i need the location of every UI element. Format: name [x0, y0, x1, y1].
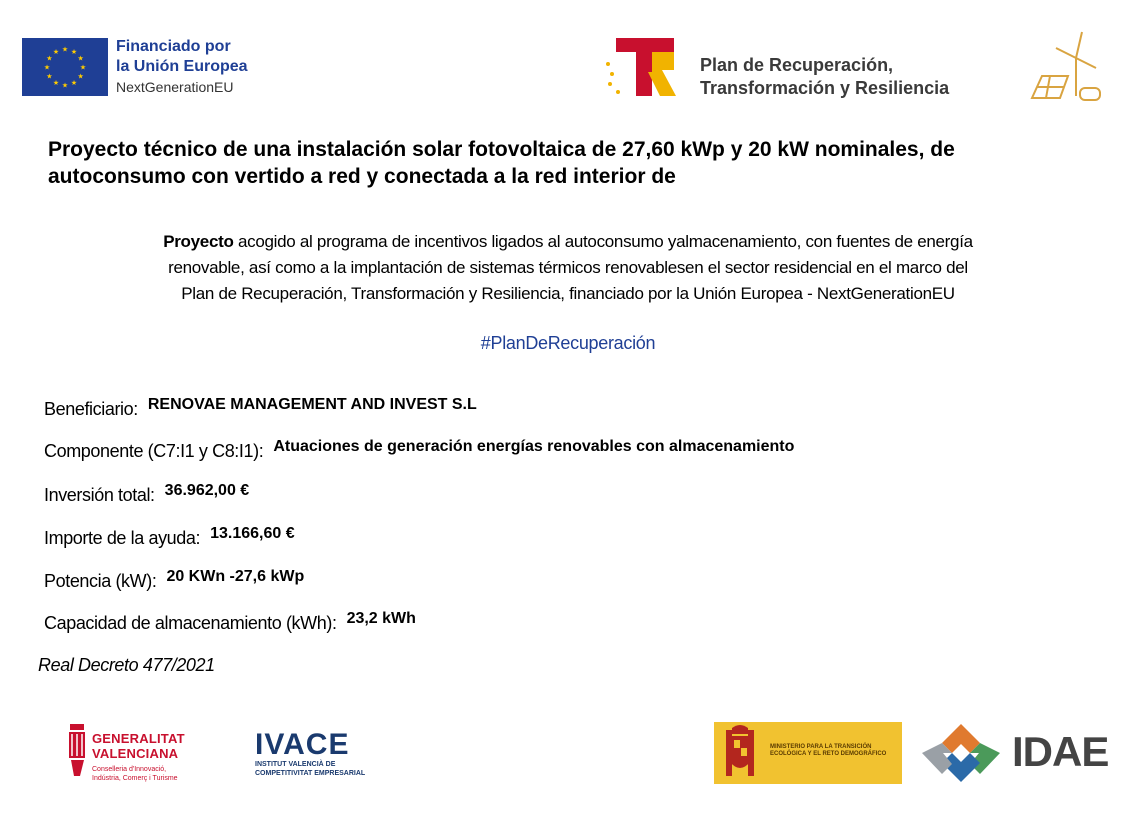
field-importe — [44, 525, 295, 549]
ivace-logo-icon: IVACE — [255, 728, 350, 761]
description-lead: Proyecto — [163, 232, 234, 251]
idae-logo-icon — [920, 722, 1002, 784]
eu-star: ★ — [43, 64, 51, 72]
wind-solar-icon — [1026, 28, 1106, 104]
field-beneficiario — [44, 396, 477, 420]
eu-star: ★ — [61, 46, 69, 54]
plan-line-2: Transformación y Resiliencia — [700, 78, 950, 98]
eu-star: ★ — [46, 55, 53, 63]
field-potencia — [44, 568, 305, 592]
eu-flag-icon — [22, 38, 108, 96]
plan-line-1: Plan de Recuperación, — [700, 55, 894, 75]
eu-funding-label — [116, 37, 248, 97]
field-label: Beneficiario: — [44, 399, 138, 419]
eu-star: ★ — [52, 48, 60, 56]
eu-star: ★ — [70, 48, 78, 56]
description-line-3: Plan de Recuperación, Transformación y Resiliencia, financiado por la Unión Europea - NextGenerationEU — [181, 284, 955, 303]
field-value: 20 KWn -27,6 kWp — [166, 568, 305, 585]
eu-star: ★ — [77, 73, 84, 81]
hashtag: #PlanDeRecuperación — [480, 333, 656, 353]
field-capacidad — [44, 610, 416, 634]
ivace-subtitle: INSTITUT VALENCIÀ DE COMPETITIVITAT EMPRESARIAL — [255, 761, 366, 777]
eu-star: ★ — [61, 82, 69, 90]
gva-subtitle: Conselleria d'Innovació, Indústria, Comerç i Turisme — [92, 766, 178, 782]
field-inversion — [44, 482, 250, 506]
field-componente — [44, 438, 795, 462]
field-label: Potencia (kW): — [44, 571, 157, 591]
gva-name — [92, 731, 185, 761]
field-label: Componente (C7:I1 y C8:I1): — [44, 441, 264, 461]
eu-line-3: NextGenerationEU — [116, 79, 234, 95]
field-value: 23,2 kWh — [346, 610, 416, 627]
description-line-1: acogido al programa de incentivos ligados al autoconsumo yalmacenamiento, con fuentes de energía — [233, 232, 973, 251]
eu-star: ★ — [79, 64, 87, 72]
field-label: Capacidad de almacenamiento (kWh): — [44, 613, 337, 633]
tr-logo-icon — [602, 34, 682, 100]
field-value: RENOVAE MANAGEMENT AND INVEST S.L — [147, 396, 477, 413]
eu-star: ★ — [77, 55, 84, 63]
gva-line-2: VALENCIANA — [92, 746, 179, 761]
project-description — [40, 229, 1096, 307]
eu-star: ★ — [70, 80, 78, 88]
idae-name: IDAE — [1012, 728, 1109, 775]
description-line-2: renovable, así como a la implantación de sistemas térmicos renovablesen el sector residencial en el marco del — [168, 258, 968, 277]
field-value: 36.962,00 € — [164, 482, 250, 499]
field-label: Importe de la ayuda: — [44, 528, 201, 548]
plan-recuperacion-label — [700, 54, 949, 100]
field-value: 13.166,60 € — [210, 525, 295, 542]
eu-line-2: la Unión Europea — [116, 58, 248, 75]
eu-star: ★ — [52, 80, 60, 88]
decree-reference: Real Decreto 477/2021 — [38, 655, 215, 675]
field-value: Atuaciones de generación energías renovables con almacenamiento — [273, 438, 795, 455]
ministerio-label: MINISTERIO PARA LA TRANSICIÓN ECOLÓGICA Y EL RETO DEMOGRÁFICO — [770, 744, 887, 757]
project-title: Proyecto técnico de una instalación solar fotovoltaica de 27,60 kWp y 20 kW nominales, de autoconsumo con vertido a red y conectada a la red interior de — [48, 138, 955, 188]
gva-line-1: GENERALITAT — [92, 731, 185, 746]
eu-star: ★ — [46, 73, 53, 81]
eu-line-1: Financiado por — [116, 38, 231, 55]
field-label: Inversión total: — [44, 485, 155, 505]
